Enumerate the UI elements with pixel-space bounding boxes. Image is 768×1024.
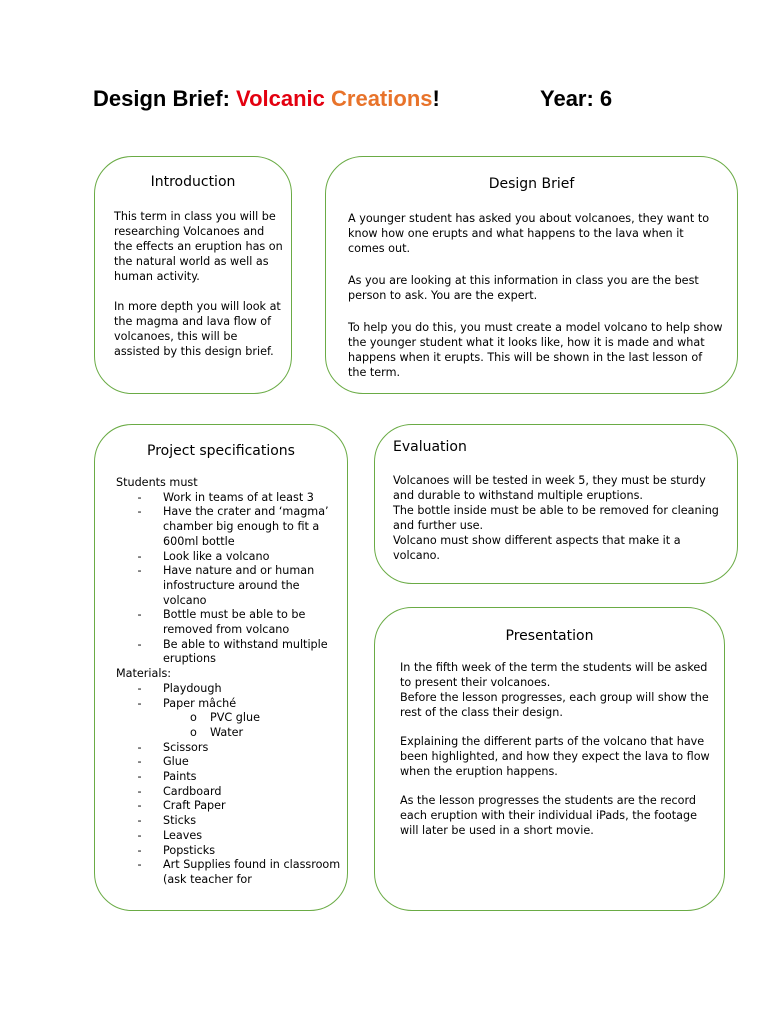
title-suffix: ! [432, 86, 440, 111]
material-item [116, 814, 341, 829]
dash-bullet: - [137, 828, 142, 842]
student-requirement [116, 550, 341, 565]
introduction-heading: Introduction [150, 174, 236, 190]
material-item [116, 697, 341, 712]
evaluation-box [374, 424, 738, 584]
student-requirement [116, 638, 341, 667]
dash-bullet: - [137, 505, 142, 519]
material-item [116, 770, 341, 785]
material-item [116, 858, 341, 887]
title-word-volcanic: Volcanic [236, 86, 325, 111]
material-sub-item-text: PVC glue [210, 711, 260, 725]
evaluation-body [393, 473, 729, 563]
material-item-text: Sticks [163, 814, 197, 828]
student-requirement [116, 505, 341, 549]
introduction-box [94, 156, 292, 394]
evaluation-heading: Evaluation [393, 439, 467, 455]
dash-bullet: - [137, 681, 142, 695]
material-sub-item [116, 726, 341, 741]
dash-bullet: - [137, 784, 142, 798]
student-requirement-text: Have nature and or human infostructure around the volcano [163, 564, 315, 607]
students-label: Students must [116, 476, 198, 489]
title-word-creations: Creations [331, 86, 433, 111]
material-item [116, 844, 341, 859]
introduction-paragraph: In more depth you will look at the magma and lava flow of volcanoes, this will be assisted by this design brief. [114, 300, 281, 358]
material-item-text: Popsticks [163, 843, 216, 857]
student-requirement-text: Look like a volcano [163, 549, 270, 563]
dash-bullet: - [137, 549, 142, 563]
page-title [93, 86, 440, 112]
material-item [116, 755, 341, 770]
dash-bullet: - [137, 696, 142, 710]
presentation-paragraph: In the fifth week of the term the students will be asked to present their volcanoes. Before the lesson progresses, each group will show the rest of the class their design. [400, 661, 709, 719]
introduction-paragraph: This term in class you will be researching Volcanoes and the effects an eruption has on the natural world as well as human activity. [114, 210, 283, 283]
introduction-body [114, 209, 284, 359]
project-specifications-heading: Project specifications [147, 443, 295, 459]
project-specifications-box [94, 424, 348, 911]
presentation-box [374, 607, 725, 911]
dash-bullet: - [137, 814, 142, 828]
dash-bullet: - [137, 637, 142, 651]
design-brief-paragraph: As you are looking at this information in class you are the best person to ask. You are the expert. [348, 274, 699, 302]
materials-list [116, 682, 341, 888]
presentation-heading: Presentation [505, 628, 594, 644]
student-requirement-text: Have the crater and ‘magma’ chamber big enough to fit a 600ml bottle [163, 505, 329, 548]
dash-bullet: - [137, 770, 142, 784]
dash-bullet: - [137, 843, 142, 857]
material-item-text: Playdough [163, 681, 222, 695]
year-label: Year: 6 [540, 86, 613, 111]
student-requirement [116, 608, 341, 637]
material-item [116, 741, 341, 756]
material-item-text: Art Supplies found in classroom (ask teacher for [163, 858, 341, 886]
design-brief-heading: Design Brief [488, 176, 575, 192]
material-item-text: Paper mâché [163, 696, 237, 710]
students-list [116, 491, 341, 667]
dash-bullet: - [137, 858, 142, 872]
material-item-text: Scissors [163, 740, 209, 754]
material-item [116, 682, 341, 697]
material-item-text: Glue [163, 755, 189, 769]
title-prefix: Design Brief: [93, 86, 237, 111]
material-item [116, 785, 341, 800]
circle-bullet: o [190, 711, 197, 725]
material-item-text: Craft Paper [163, 799, 226, 813]
evaluation-line: Volcanoes will be tested in week 5, they must be sturdy and durable to withstand multiple eruptions. [393, 474, 706, 502]
design-brief-body [348, 211, 723, 380]
student-requirement [116, 491, 341, 506]
materials-label: Materials: [116, 667, 172, 681]
presentation-paragraph: As the lesson progresses the students are the record each eruption with their individual iPads, the footage will later be used in a short movie. [400, 794, 697, 837]
evaluation-line: The bottle inside must be able to be removed for cleaning and further use. [393, 504, 719, 532]
project-specifications-body [116, 476, 341, 888]
dash-bullet: - [137, 490, 142, 504]
material-item-text: Paints [163, 770, 197, 784]
student-requirement-text: Work in teams of at least 3 [163, 490, 314, 504]
dash-bullet: - [137, 755, 142, 769]
design-brief-paragraph: To help you do this, you must create a model volcano to help show the younger student what it looks like, how it is made and what happens when it erupts. This will be shown in the last lesson of the term. [348, 321, 723, 379]
student-requirement [116, 564, 341, 608]
material-item-text: Leaves [163, 828, 203, 842]
material-item [116, 799, 341, 814]
material-sub-item-text: Water [210, 725, 244, 739]
dash-bullet: - [137, 740, 142, 754]
design-brief-box [325, 156, 738, 394]
material-item-text: Cardboard [163, 784, 222, 798]
presentation-paragraph: Explaining the different parts of the volcano that have been highlighted, and how they expect the lava to flow when the eruption happens. [400, 735, 710, 778]
material-item [116, 829, 341, 844]
student-requirement-text: Bottle must be able to be removed from volcano [163, 608, 306, 637]
design-brief-paragraph: A younger student has asked you about volcanoes, they want to know how one erupts and what happens to the lava when it comes out. [348, 212, 710, 255]
dash-bullet: - [137, 799, 142, 813]
dash-bullet: - [137, 608, 142, 622]
circle-bullet: o [190, 725, 197, 739]
dash-bullet: - [137, 564, 142, 578]
student-requirement-text: Be able to withstand multiple eruptions [163, 637, 328, 666]
material-sub-item [116, 711, 341, 726]
presentation-body [400, 660, 715, 838]
evaluation-line: Volcano must show different aspects that make it a volcano. [393, 534, 681, 562]
